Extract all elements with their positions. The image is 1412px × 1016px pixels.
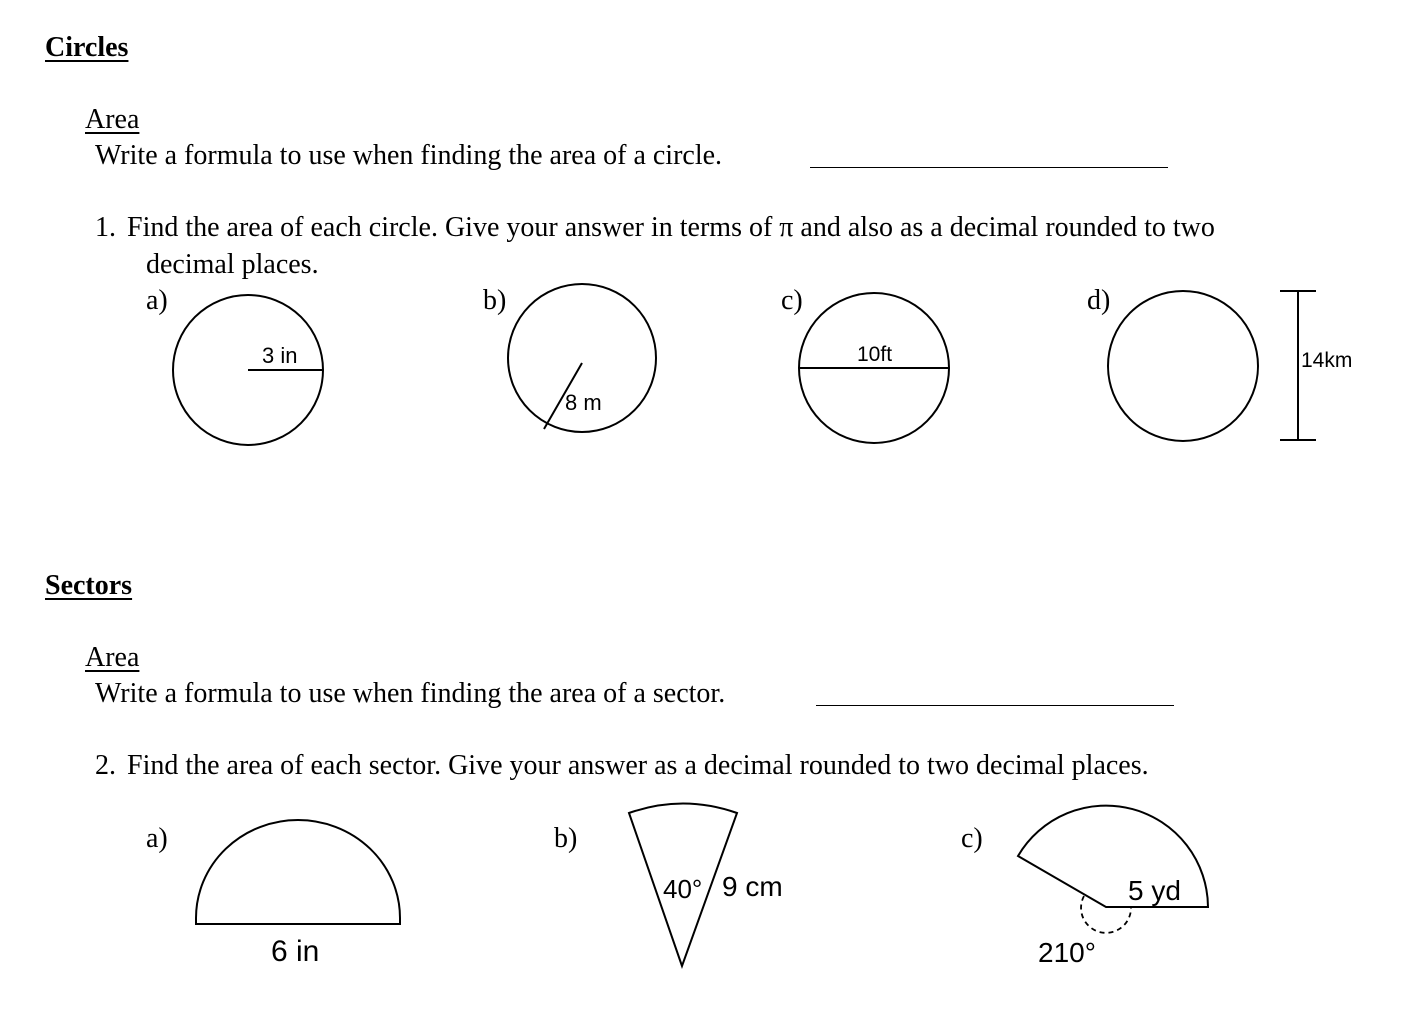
circle-formula-prompt: Write a formula to use when finding the area of a circle.: [95, 140, 723, 171]
circle-a-radius-label: 3 in: [262, 343, 298, 368]
sector-c-angle-label: 210°: [1038, 937, 1096, 968]
sector-b-angle-label: 40°: [663, 874, 703, 904]
sectors-heading: Sectors: [45, 570, 133, 601]
sectors-area-subheading: Area: [85, 642, 140, 673]
circle-d-letter: d): [1087, 285, 1111, 316]
sector-formula-prompt: Write a formula to use when finding the area of a sector.: [95, 678, 726, 709]
sector-b-letter: b): [554, 823, 578, 854]
circle-c-diameter-label: 10ft: [857, 343, 893, 366]
circle-d-diameter-label: 14km: [1301, 349, 1353, 372]
sector-b-figure: [629, 804, 783, 967]
question-2-number: 2.: [95, 750, 116, 781]
sector-c-radius-label: 5 yd: [1128, 875, 1181, 906]
question-1-text-continued: decimal places.: [146, 249, 319, 280]
question-2-text: Find the area of each sector. Give your answer as a decimal rounded to two decimal places.: [127, 750, 1149, 781]
sector-c-figure: [1018, 806, 1208, 968]
circles-heading: Circles: [45, 32, 129, 63]
question-1-number: 1.: [95, 212, 116, 243]
circles-area-subheading: Area: [85, 104, 140, 135]
circle-a-letter: a): [146, 285, 168, 316]
sector-a-diameter-label: 6 in: [271, 935, 320, 968]
circle-b-radius-label: 8 m: [565, 390, 602, 415]
circle-b-letter: b): [483, 285, 507, 316]
circle-c-letter: c): [781, 285, 803, 316]
sector-a-figure: [196, 820, 400, 968]
sector-b-radius-label: 9 cm: [722, 871, 783, 902]
sector-a-letter: a): [146, 823, 168, 854]
question-1-text: Find the area of each circle. Give your answer in terms of π and also as a decimal rounded to two: [127, 212, 1215, 243]
sector-c-letter: c): [961, 823, 983, 854]
